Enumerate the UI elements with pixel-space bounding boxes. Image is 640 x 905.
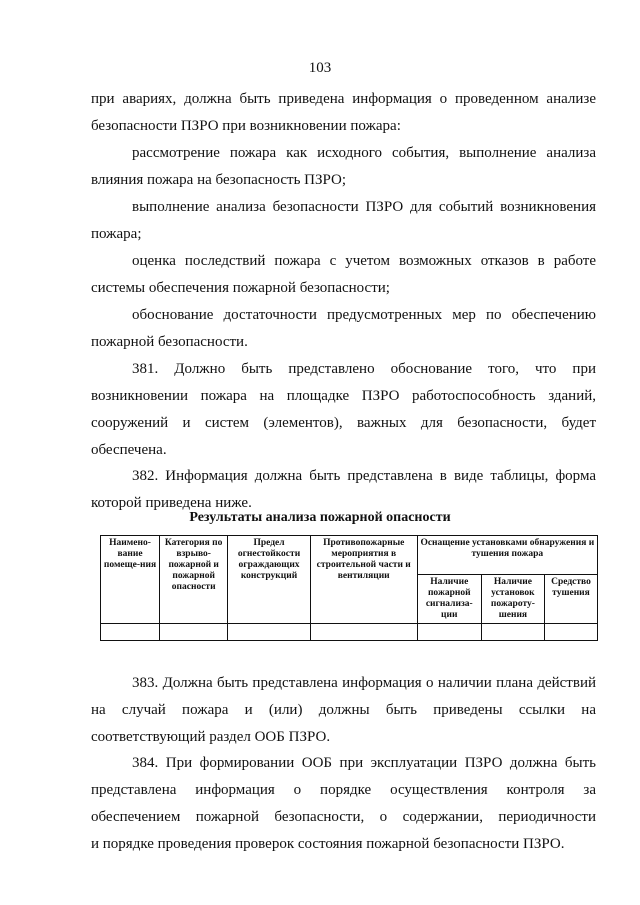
header-fire-resistance: Предел огнестойкости ограждающих конструкций	[228, 536, 310, 624]
table-cell	[101, 624, 160, 641]
text-line: системы обеспечения пожарной безопасности;	[91, 280, 390, 296]
header-extinguishing-units: Наличие установок пожароту-шения	[481, 575, 544, 624]
table-cell	[228, 624, 310, 641]
text-line: безопасности ПЗРО при возникновении пожара:	[91, 118, 401, 134]
header-extinguishing-agent: Средство тушения	[544, 575, 597, 624]
text-line: пожара;	[91, 226, 142, 242]
text-line: обоснование достаточности предусмотренных мер по обеспечению	[132, 307, 596, 323]
text-line: представлена информация о порядке осуществления контроля за	[91, 782, 596, 798]
text-line: влияния пожара на безопасность ПЗРО;	[91, 172, 347, 188]
header-fire-measures: Противопожарные мероприятия в строительной части и вентиляции	[310, 536, 417, 624]
text-line: соответствующий раздел ООБ ПЗРО.	[91, 729, 331, 745]
paragraph-381	[91, 356, 596, 464]
table-row	[101, 624, 598, 641]
text-line: при авариях, должна быть приведена информация о проведенном анализе	[91, 91, 596, 107]
paragraph-fire-analysis-intro	[91, 86, 596, 140]
text-line: обеспечена.	[91, 442, 167, 458]
table-cell	[481, 624, 544, 641]
text-line: которой приведена ниже.	[91, 495, 252, 511]
paragraph-383	[91, 670, 596, 751]
text-line: сооружений и систем (элементов), важных для безопасности, будет	[91, 415, 596, 431]
text-line: возникновении пожара на площадке ПЗРО работоспособность зданий,	[91, 388, 596, 404]
header-room-name: Наимено-вание помеще-ния	[101, 536, 160, 624]
table-title: Результаты анализа пожарной опасности	[189, 510, 451, 525]
header-hazard-category: Категория по взрыво-пожарной и пожарной опасности	[160, 536, 228, 624]
table-cell	[160, 624, 228, 641]
paragraph-fire-initial-event	[91, 140, 596, 194]
header-detection-equipment: Оснащение установками обнаружения и тушения пожара	[417, 536, 597, 575]
text-line: оценка последствий пожара с учетом возможных отказов в работе	[132, 253, 596, 269]
header-fire-alarm: Наличие пожарной сигнализа-ции	[417, 575, 481, 624]
text-line: пожарной безопасности.	[91, 334, 248, 350]
table-cell	[544, 624, 597, 641]
text-line: на случай пожара и (или) должны быть приведены ссылки на	[91, 702, 596, 718]
paragraph-safety-analysis	[91, 194, 596, 248]
text-line: и порядке проведения проверок состояния пожарной безопасности ПЗРО.	[91, 836, 565, 852]
paragraph-384	[91, 750, 596, 858]
text-line: 381. Должно быть представлено обоснование того, что при	[132, 361, 596, 377]
text-line: выполнение анализа безопасности ПЗРО для событий возникновения	[132, 199, 596, 215]
fire-hazard-table	[100, 535, 598, 641]
text-line: рассмотрение пожара как исходного события, выполнение анализа	[132, 145, 596, 161]
table-cell	[310, 624, 417, 641]
text-line: 384. При формировании ООБ при эксплуатации ПЗРО должна быть	[132, 755, 596, 771]
paragraph-382	[91, 463, 596, 517]
table-cell	[417, 624, 481, 641]
text-line: обеспечением пожарной безопасности, о содержании, периодичности	[91, 809, 596, 825]
text-line: 383. Должна быть представлена информация о наличии плана действий	[132, 675, 596, 691]
text-line: 382. Информация должна быть представлена в виде таблицы, форма	[132, 468, 596, 484]
paragraph-consequence-assessment	[91, 248, 596, 302]
paragraph-measures-justification	[91, 302, 596, 356]
page-number: 103	[308, 60, 332, 76]
